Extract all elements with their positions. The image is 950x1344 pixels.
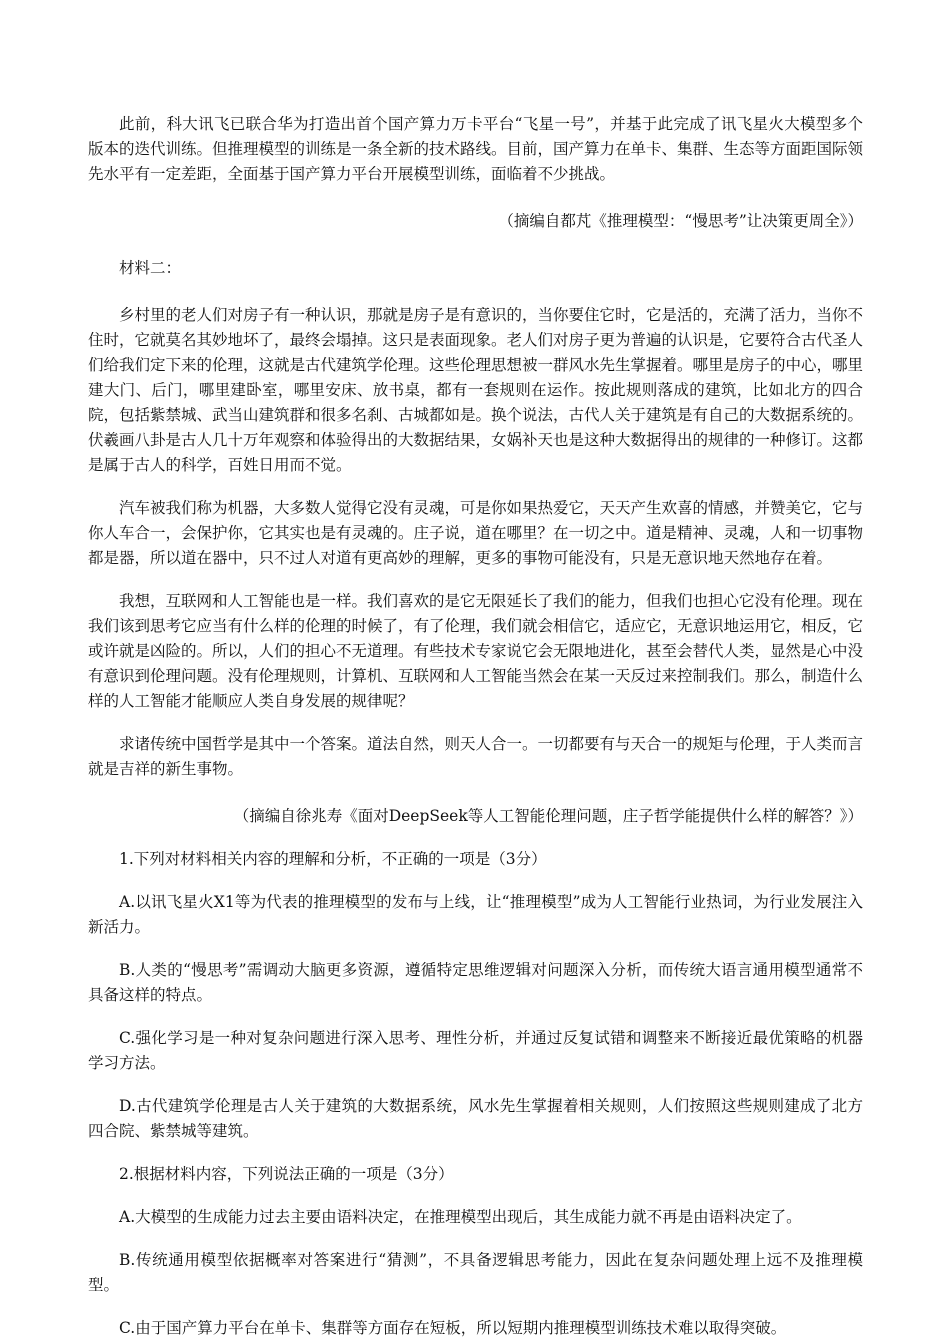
material2-paragraph-4: 求诸传统中国哲学是其中一个答案。道法自然，则天人合一。一切都要有与天合一的规矩与伦理，于人类而言就是吉祥的新生事物。 [88,735,864,778]
material2-paragraph-1: 乡村里的老人们对房子有一种认识，那就是房子是有意识的，当你要住它时，它是活的，充满了活力，当你不住时，它就莫名其妙地坏了，最终会塌掉。这只是表面现象。老人们对房子更为普遍的认识是，它要符合古代圣人们给我们定下来的伦理，这就是古代建筑学伦理。这些伦理思想被一群风水先生掌握着。哪里是房子的中心，哪里建大门、后门，哪里建卧室，哪里安床、放书桌，都有一套规则在运作。按此规则落成的建筑，比如北方的四合院，包括紫禁城、武当山建筑群和很多名刹、古城都如是。换个说法，古代人关于建筑是有自己的大数据系统的。伏羲画八卦是古人几十万年观察和体验得出的大数据结果，女娲补天也是这种大数据得出的规律的一种修订。这都是属于古人的科学，百姓日用而不觉。 [88,306,864,474]
material2-paragraph-2: 汽车被我们称为机器，大多数人觉得它没有灵魂，可是你如果热爱它，天天产生欢喜的情感，并赞美它，它与你人车合一，会保护你，它其实也是有灵魂的。庄子说，道在哪里？在一切之中。道是精神、灵魂，人和一切事物都是器，所以道在器中，只不过人对道有更高妙的理解，更多的事物可能没有，只是无意识地天然地存在着。 [88,499,864,567]
material1-paragraph: 此前，科大讯飞已联合华为打造出首个国产算力万卡平台“飞星一号”，并基于此完成了讯飞星火大模型多个版本的迭代训练。但推理模型的训练是一条全新的技术路线。目前，国产算力在单卡、集群、生态等方面距国际领先水平有一定差距，全面基于国产算力平台开展模型训练，面临着不少挑战。 [88,115,864,183]
material2-source: （摘编自徐兆寿《面对DeepSeek等人工智能伦理问题，庄子哲学能提供什么样的解答？》） [233,807,863,825]
question-1-option-a: A.以讯飞星火X1等为代表的推理模型的发布与上线，让“推理模型”成为人工智能行业热词，为行业发展注入新活力。 [88,893,863,936]
material2-paragraph-3: 我想，互联网和人工智能也是一样。我们喜欢的是它无限延长了我们的能力，但我们也担心它没有伦理。现在我们该到思考它应当有什么样的伦理的时候了，有了伦理，我们就会相信它，适应它，无意识地运用它，相反，它或许就是凶险的。所以，人们的担心不无道理。有些技术专家说它会无限地进化，甚至会替代人类，显然是心中没有意识到伦理问题。没有伦理规则，计算机、互联网和人工智能当然会在某一天反过来控制我们。那么，制造什么样的人工智能才能顺应人类自身发展的规律呢？ [88,592,864,710]
question-1-option-c: C.强化学习是一种对复杂问题进行深入思考、理性分析，并通过反复试错和调整来不断接近最优策略的机器学习方法。 [88,1029,863,1072]
question-2-stem: 2.根据材料内容，下列说法正确的一项是（3分） [119,1165,454,1183]
question-1-option-d: D.古代建筑学伦理是古人关于建筑的大数据系统，风水先生掌握着相关规则，人们按照这些规则建成了北方四合院、紫禁城等建筑。 [88,1097,863,1140]
question-1-option-b: B.人类的“慢思考”需调动大脑更多资源，遵循特定思维逻辑对问题深入分析，而传统大语言通用模型通常不具备这样的特点。 [88,961,863,1004]
material1-source: （摘编自都芃《推理模型：“慢思考”让决策更周全》） [498,212,863,230]
material2-heading: 材料二： [119,259,182,277]
question-2-option-a: A.大模型的生成能力过去主要由语料决定，在推理模型出现后，其生成能力就不再是由语料决定了。 [119,1208,802,1226]
question-1-stem: 1.下列对材料相关内容的理解和分析，不正确的一项是（3分） [119,850,547,868]
question-2-option-b: B.传统通用模型依据概率对答案进行“猜测”，不具备逻辑思考能力，因此在复杂问题处理上远不及推理模型。 [88,1251,863,1294]
document-page [88,112,863,1341]
question-2-option-c: C.由于国产算力平台在单卡、集群等方面存在短板，所以短期内推理模型训练技术难以取得突破。 [119,1319,787,1337]
